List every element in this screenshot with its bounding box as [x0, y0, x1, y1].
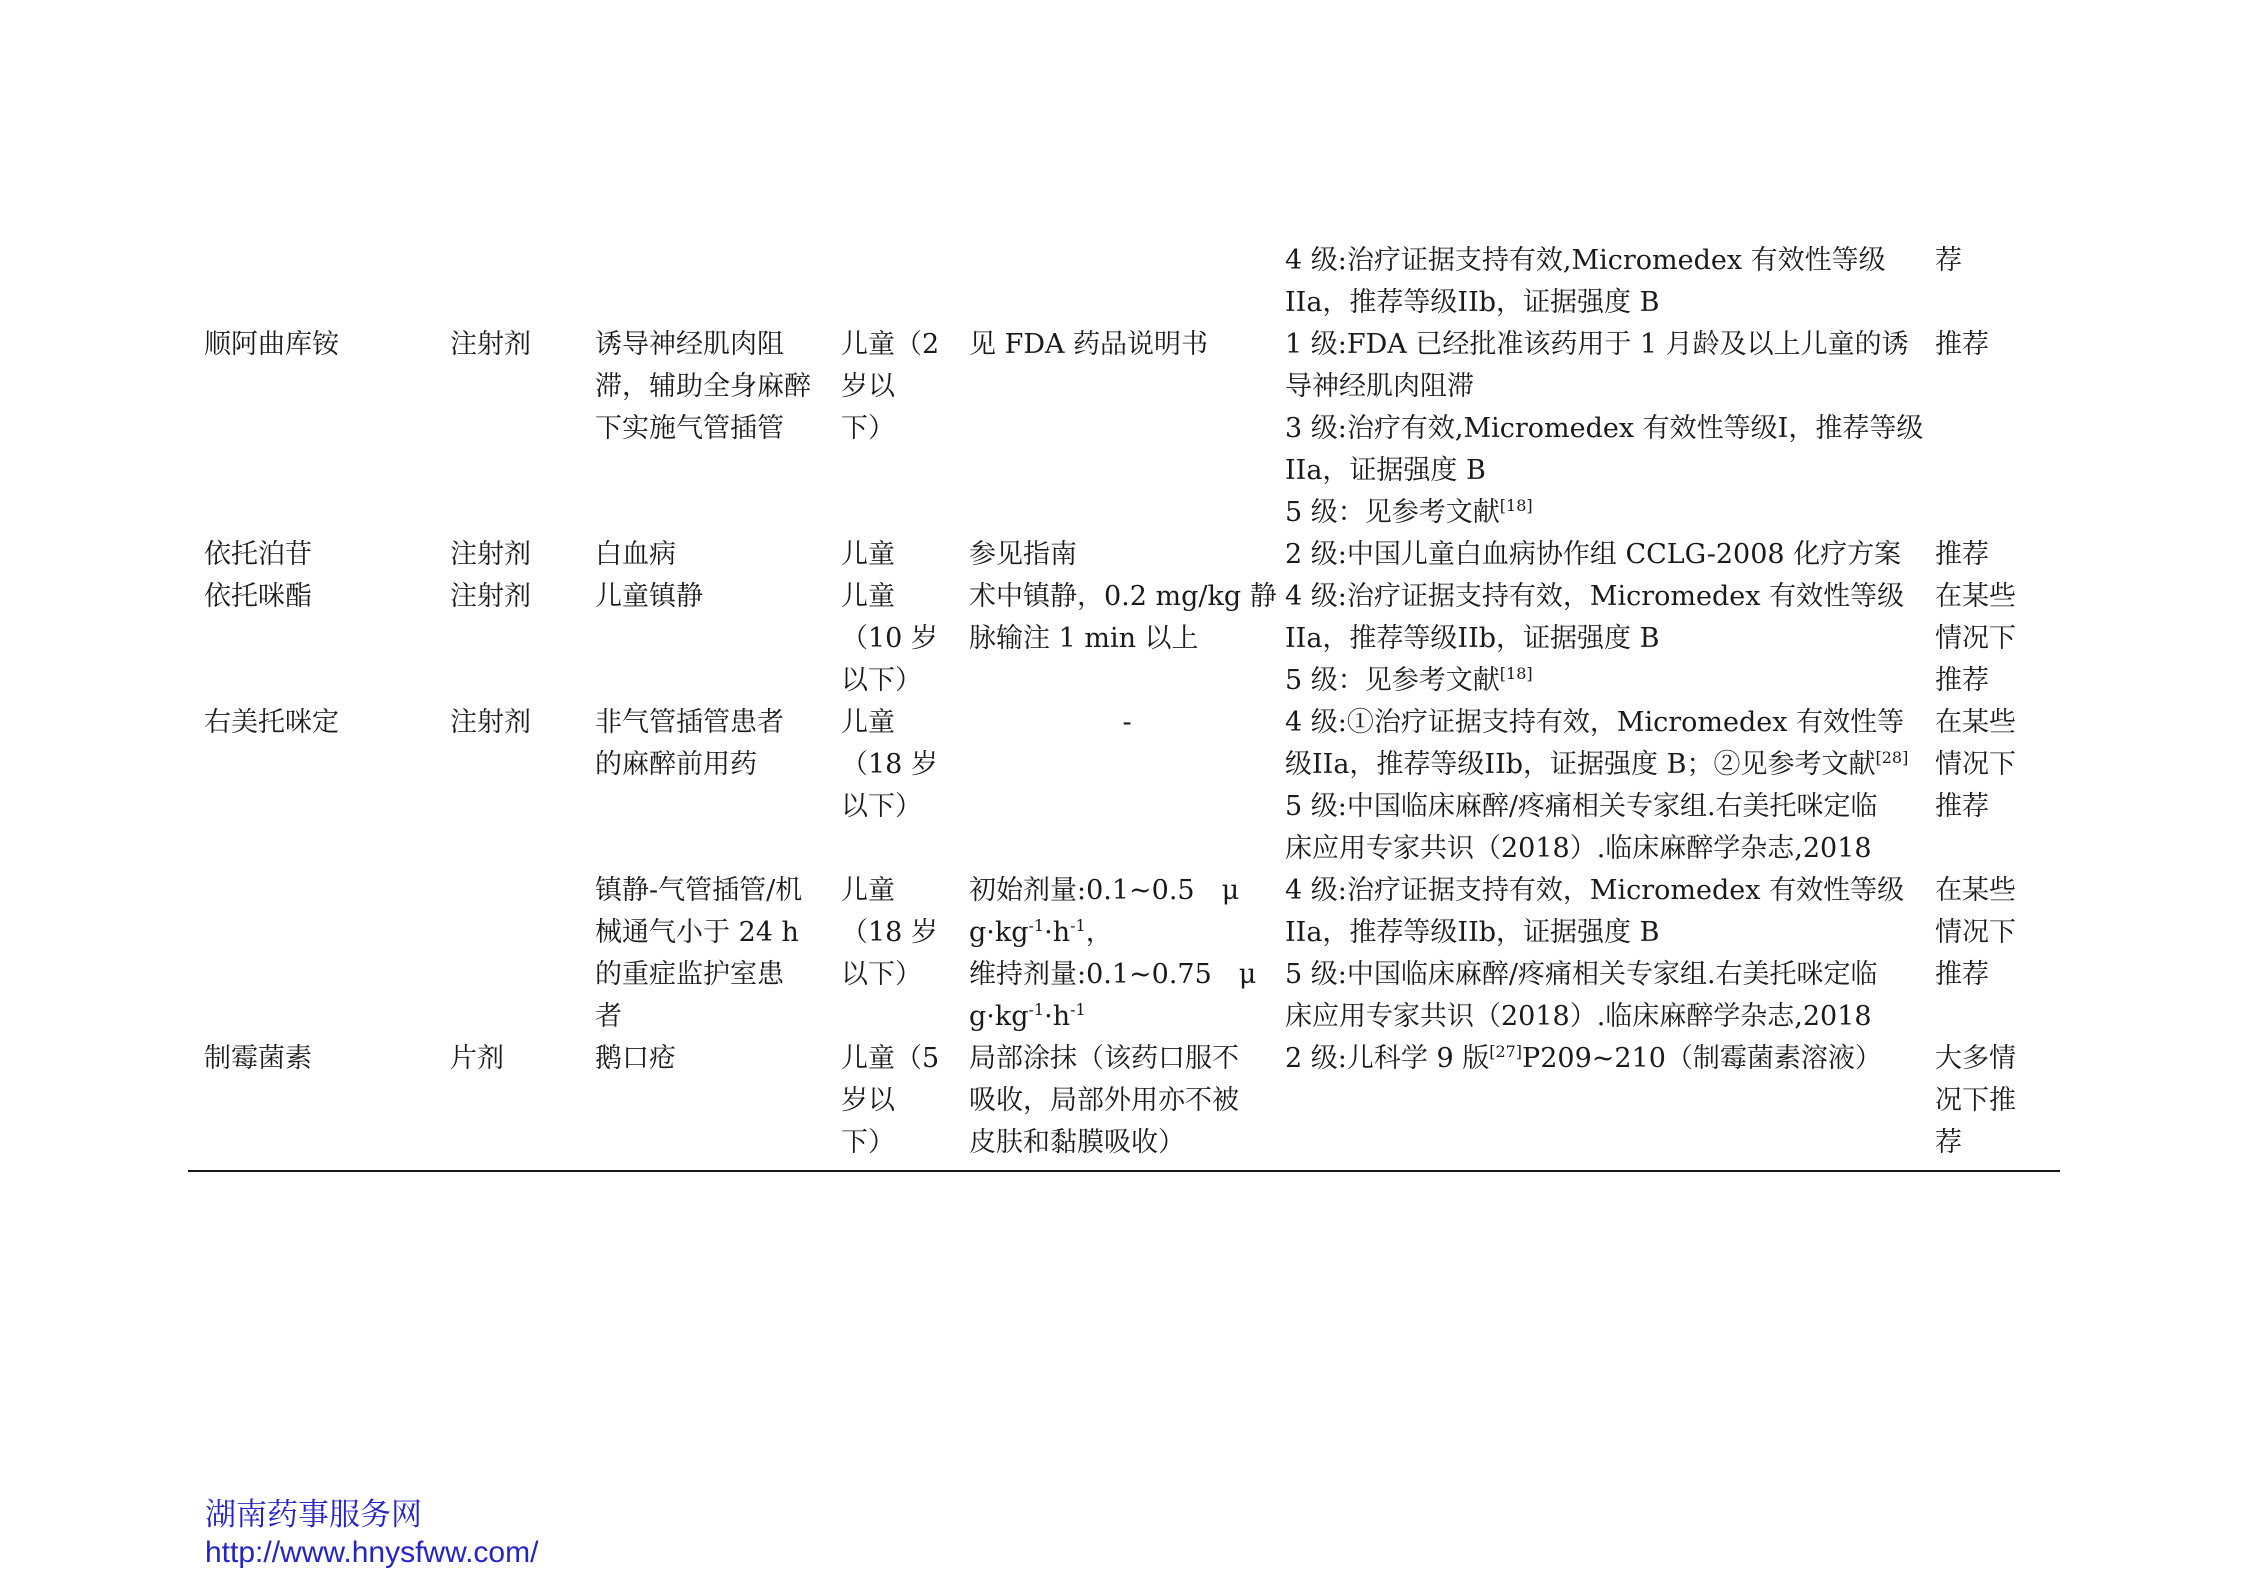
- cell-line: 注射剂: [450, 539, 531, 570]
- dosage-form-cell: [448, 702, 593, 870]
- table-row: [188, 1038, 2060, 1164]
- dosage-form-cell: [448, 240, 593, 324]
- cell-line: 在某些: [1935, 581, 2016, 612]
- cell-line: 注射剂: [450, 329, 531, 360]
- cell-line: 下）: [841, 413, 895, 444]
- cell-line: 2 级:儿科学 9 版[27]P209~210（制霉菌素溶液）: [1285, 1042, 1882, 1074]
- dosage-form-cell: [448, 870, 593, 1038]
- cell-line: 的重症监护室患: [595, 959, 784, 990]
- cell-line: 5 级:中国临床麻醉/疼痛相关专家组.右美托咪定临: [1285, 959, 1878, 990]
- cell-line: 级IIa，推荐等级IIb，证据强度 B；②见参考文献[28]: [1285, 748, 1909, 780]
- cell-line: 初始剂量:0.1~0.5 μ: [969, 875, 1240, 906]
- indication-cell: [593, 576, 839, 702]
- indication-cell: [593, 1038, 839, 1164]
- table-row: [188, 870, 2060, 1038]
- cell-line: 儿童镇静: [595, 581, 703, 612]
- cell-line: 诱导神经肌肉阻: [595, 329, 784, 360]
- cell-line: 镇静-气管插管/机: [595, 875, 803, 906]
- drug-table: [188, 240, 2060, 1172]
- table-row: [188, 324, 2060, 534]
- evidence-cell: [1285, 240, 1935, 324]
- cell-line: 以下）: [841, 791, 922, 822]
- cell-line: 见 FDA 药品说明书: [969, 329, 1209, 360]
- cell-line: 以下）: [841, 665, 922, 696]
- cell-line: 局部涂抹（该药口服不: [969, 1043, 1239, 1074]
- indication-cell: [593, 240, 839, 324]
- cell-line: 脉输注 1 min 以上: [969, 623, 1199, 654]
- table-row: [188, 534, 2060, 576]
- cell-line: 4 级:①治疗证据支持有效，Micromedex 有效性等: [1285, 707, 1905, 738]
- evidence-cell: [1285, 534, 1935, 576]
- recommendation-cell: [1935, 240, 2060, 324]
- cell-line: 注射剂: [450, 581, 531, 612]
- indication-cell: [593, 324, 839, 534]
- cell-line: 儿童: [841, 875, 895, 906]
- population-cell: [839, 240, 967, 324]
- cell-line: 情况下: [1935, 623, 2016, 654]
- cell-line: 片剂: [450, 1043, 504, 1074]
- cell-line: 下）: [841, 1127, 895, 1158]
- population-cell: [839, 576, 967, 702]
- citation-ref: [28]: [1875, 748, 1909, 767]
- recommendation-cell: [1935, 576, 2060, 702]
- recommendation-cell: [1935, 1038, 2060, 1164]
- cell-line: 4 级:治疗证据支持有效，Micromedex 有效性等级: [1285, 581, 1905, 612]
- indication-cell: [593, 870, 839, 1038]
- dosage-cell: [967, 534, 1285, 576]
- cell-line: 大多情: [1935, 1043, 2016, 1074]
- cell-line: 鹅口疮: [595, 1043, 676, 1074]
- dosage-form-cell: [448, 534, 593, 576]
- cell-line: 2 级:中国儿童白血病协作组 CCLG-2008 化疗方案: [1285, 539, 1902, 570]
- drug-name-cell: [188, 324, 448, 534]
- population-cell: [839, 324, 967, 534]
- cell-line: 注射剂: [450, 707, 531, 738]
- cell-line: 皮肤和黏膜吸收）: [969, 1127, 1185, 1158]
- cell-line: 白血病: [595, 539, 676, 570]
- cell-line: 荐: [1935, 1127, 1962, 1158]
- cell-line: （18 岁: [841, 917, 938, 948]
- cell-line: 床应用专家共识（2018）.临床麻醉学杂志,2018: [1285, 833, 1872, 864]
- recommendation-cell: [1935, 870, 2060, 1038]
- dosage-form-cell: [448, 324, 593, 534]
- table-row: [188, 240, 2060, 324]
- cell-line: IIa，推荐等级IIb，证据强度 B: [1285, 917, 1660, 948]
- cell-line: 床应用专家共识（2018）.临床麻醉学杂志,2018: [1285, 1001, 1872, 1032]
- recommendation-cell: [1935, 534, 2060, 576]
- cell-line: 制霉菌素: [204, 1043, 312, 1074]
- recommendation-cell: [1935, 324, 2060, 534]
- cell-line: 术中镇静，0.2 mg/kg 静: [969, 581, 1277, 612]
- population-cell: [839, 1038, 967, 1164]
- recommendation-cell: [1935, 702, 2060, 870]
- cell-line: 岁以: [841, 1085, 895, 1116]
- cell-line: $g\cdot kg^{-1}\cdot h^{-1}$: [969, 1000, 1086, 1032]
- cell-line: 儿童: [841, 707, 895, 738]
- cell-line: 推荐: [1935, 791, 1989, 822]
- cell-line: 3 级:治疗有效,Micromedex 有效性等级I，推荐等级: [1285, 413, 1924, 444]
- cell-line: 5 级：见参考文献[18]: [1285, 496, 1533, 528]
- dosage-cell: [967, 576, 1285, 702]
- cell-line: $g\cdot kg^{-1}\cdot h^{-1}$，: [969, 916, 1113, 948]
- cell-line: 儿童（2: [841, 329, 940, 360]
- dosage-cell: [967, 240, 1285, 324]
- citation-ref: [27]: [1489, 1042, 1523, 1061]
- drug-name-cell: [188, 1038, 448, 1164]
- cell-line: 在某些: [1935, 707, 2016, 738]
- cell-line: 推荐: [1935, 539, 1989, 570]
- cell-line: 儿童（5: [841, 1043, 940, 1074]
- dosage-cell: [967, 870, 1285, 1038]
- cell-line: 导神经肌肉阻滞: [1285, 371, 1474, 402]
- cell-line: 右美托咪定: [204, 707, 339, 738]
- cell-line: 推荐: [1935, 665, 1989, 696]
- cell-line: 以下）: [841, 959, 922, 990]
- cell-line: 4 级:治疗证据支持有效，Micromedex 有效性等级: [1285, 875, 1905, 906]
- indication-cell: [593, 702, 839, 870]
- cell-line: （18 岁: [841, 749, 938, 780]
- cell-line: IIa，推荐等级IIb，证据强度 B: [1285, 287, 1660, 318]
- cell-line: 况下推: [1935, 1085, 2016, 1116]
- cell-line: 在某些: [1935, 875, 2016, 906]
- cell-line: 参见指南: [969, 539, 1077, 570]
- table-row: [188, 576, 2060, 702]
- evidence-cell: [1285, 870, 1935, 1038]
- dosage-cell: [967, 324, 1285, 534]
- citation-ref: [18]: [1499, 496, 1533, 515]
- cell-line: 5 级:中国临床麻醉/疼痛相关专家组.右美托咪定临: [1285, 791, 1878, 822]
- drug-name-cell: [188, 870, 448, 1038]
- population-cell: [839, 702, 967, 870]
- cell-line: 儿童: [841, 539, 895, 570]
- cell-line: 情况下: [1935, 917, 2016, 948]
- evidence-cell: [1285, 576, 1935, 702]
- cell-line: 的麻醉前用药: [595, 749, 757, 780]
- footer-site-name: 湖南药事服务网: [205, 1497, 422, 1533]
- dosage-form-cell: [448, 576, 593, 702]
- evidence-cell: [1285, 702, 1935, 870]
- drug-name-cell: [188, 240, 448, 324]
- drug-name-cell: [188, 534, 448, 576]
- cell-line: 滞，辅助全身麻醉: [595, 371, 811, 402]
- dosage-cell: [967, 702, 1285, 870]
- cell-line: 荐: [1935, 245, 1962, 276]
- drug-name-cell: [188, 702, 448, 870]
- cell-line: 下实施气管插管: [595, 413, 784, 444]
- population-cell: [839, 870, 967, 1038]
- footer: [205, 1496, 538, 1572]
- cell-line: 岁以: [841, 371, 895, 402]
- cell-line: 者: [595, 1001, 622, 1032]
- cell-line: 推荐: [1935, 959, 1989, 990]
- indication-cell: [593, 534, 839, 576]
- cell-line: 1 级:FDA 已经批准该药用于 1 月龄及以上儿童的诱: [1285, 329, 1909, 360]
- cell-line: 维持剂量:0.1~0.75 μ: [969, 959, 1257, 990]
- cell-line: 吸收，局部外用亦不被: [969, 1085, 1239, 1116]
- citation-ref: [18]: [1499, 664, 1533, 683]
- evidence-cell: [1285, 1038, 1935, 1164]
- table-row: [188, 702, 2060, 870]
- population-cell: [839, 534, 967, 576]
- cell-line: （10 岁: [841, 623, 938, 654]
- cell-line: IIa，推荐等级IIb，证据强度 B: [1285, 623, 1660, 654]
- cell-line: 4 级:治疗证据支持有效,Micromedex 有效性等级: [1285, 245, 1886, 276]
- dosage-form-cell: [448, 1038, 593, 1164]
- cell-line: 推荐: [1935, 329, 1989, 360]
- dosage-cell: [967, 1038, 1285, 1164]
- drug-name-cell: [188, 576, 448, 702]
- footer-url-link[interactable]: http://www.hnysfww.com/: [205, 1536, 539, 1569]
- cell-line: 依托咪酯: [204, 581, 312, 612]
- cell-line: -: [1122, 707, 1132, 738]
- cell-line: IIa，证据强度 B: [1285, 455, 1486, 486]
- cell-line: 械通气小于 24 h: [595, 917, 799, 948]
- cell-line: 顺阿曲库铵: [204, 329, 339, 360]
- cell-line: 依托泊苷: [204, 539, 312, 570]
- cell-line: 情况下: [1935, 749, 2016, 780]
- cell-line: 5 级：见参考文献[18]: [1285, 664, 1533, 696]
- cell-line: 非气管插管患者: [595, 707, 784, 738]
- cell-line: 儿童: [841, 581, 895, 612]
- evidence-cell: [1285, 324, 1935, 534]
